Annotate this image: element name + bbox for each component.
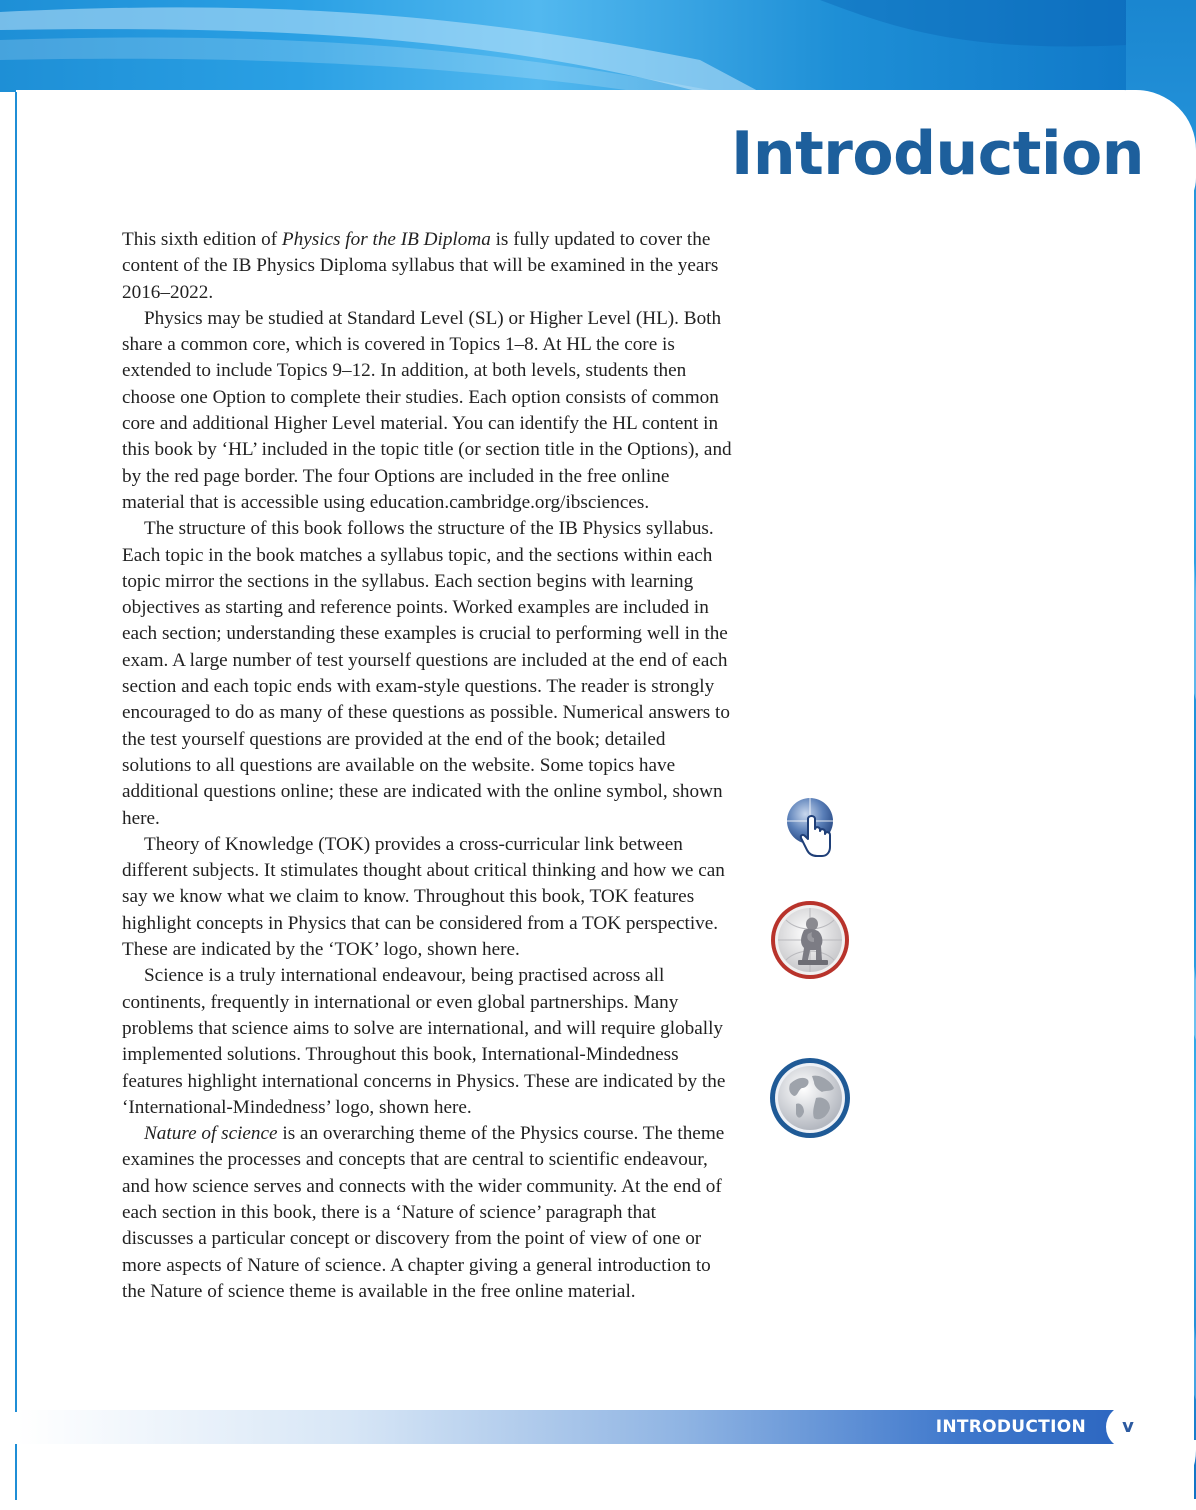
left-border-rule-bottom: [15, 1444, 17, 1500]
left-border-rule: [15, 92, 17, 1412]
paragraph-1-end: is fully updated to cover the content of the IB Physics Diploma syllabus that will be examined in the years 2016–2022.: [122, 229, 719, 303]
international-mindedness-globe-icon: [768, 1056, 852, 1140]
footer-section-label: INTRODUCTION: [935, 1417, 1086, 1437]
paragraph-4: Theory of Knowledge (TOK) provides a cross-curricular link between different subjects. It stimulates thought about critical thinking and how we can say we know what we claim to know. Throughout this book, TOK features highlight concepts in Physics that can be considered from a TOK perspective. These are indicated by the ‘TOK’ logo, shown here.: [122, 833, 725, 961]
body-text: [122, 227, 732, 1305]
nature-of-science-term: Nature of science: [144, 1123, 278, 1145]
paragraph-6: [122, 1121, 732, 1305]
paragraph-5: Science is a truly international endeavour, being practised across all continents, frequently in international or even global partnerships. Many problems that science aims to solve are international, and will require globally implemented solutions. Throughout this book, International-Mindedness features highlight international concerns in Physics. These are indicated by the ‘International-Mindedness’ logo, shown here.: [122, 965, 726, 1118]
book-title: Physics for the IB Diploma: [281, 229, 491, 250]
paragraph-3: The structure of this book follows the structure of the IB Physics syllabus. Each topic in the book matches a syllabus topic, and the sections within each topic mirror the sections in the syllabus. Each section begins with learning objectives as starting and reference points. Worked examples are included in each section; understanding these examples is crucial to performing well in the exam. A large number of test yourself questions are included at the end of each section and each topic ends with exam-style questions. The reader is strongly encouraged to do as many of these questions as possible. Numerical answers to the test yourself questions are provided at the end of the book; detailed solutions to all questions are available on the website. Some topics have additional questions online; these are indicated with the online symbol, shown here.: [122, 518, 730, 829]
paragraph-1: [122, 227, 732, 306]
paragraph-2: Physics may be studied at Standard Level (SL) or Higher Level (HL). Both share a common core, which is covered in Topics 1–8. At HL the core is extended to include Topics 9–12. In addition, at both levels, students then choose one Option to complete their studies. Each option consists of common core and additional Higher Level material. You can identify the HL content in this book by ‘HL’ included in the topic title (or section title in the Options), and by the red page border. The four Options are included in the free online material that is accessible using education.cambridge.org/ibsciences.: [122, 307, 732, 513]
header-band: [0, 0, 1196, 92]
page-number: v: [1106, 1405, 1150, 1449]
online-symbol-icon: [784, 795, 840, 859]
page-title: Introduction: [731, 119, 1144, 189]
paragraph-6-rest: is an overarching theme of the Physics course. The theme examines the processes and concepts that are central to scientific endeavour, and how science serves and connects with the wider community. At the end of each section in this book, there is a ‘Nature of science’ paragraph that discusses a particular concept or discovery from the point of view of one or more aspects of Nature of science. A chapter giving a general introduction to the Nature of science theme is available in the free online material.: [122, 1123, 725, 1302]
paragraph-1-start: This sixth edition of: [122, 229, 282, 250]
tok-logo-icon: [768, 898, 852, 982]
